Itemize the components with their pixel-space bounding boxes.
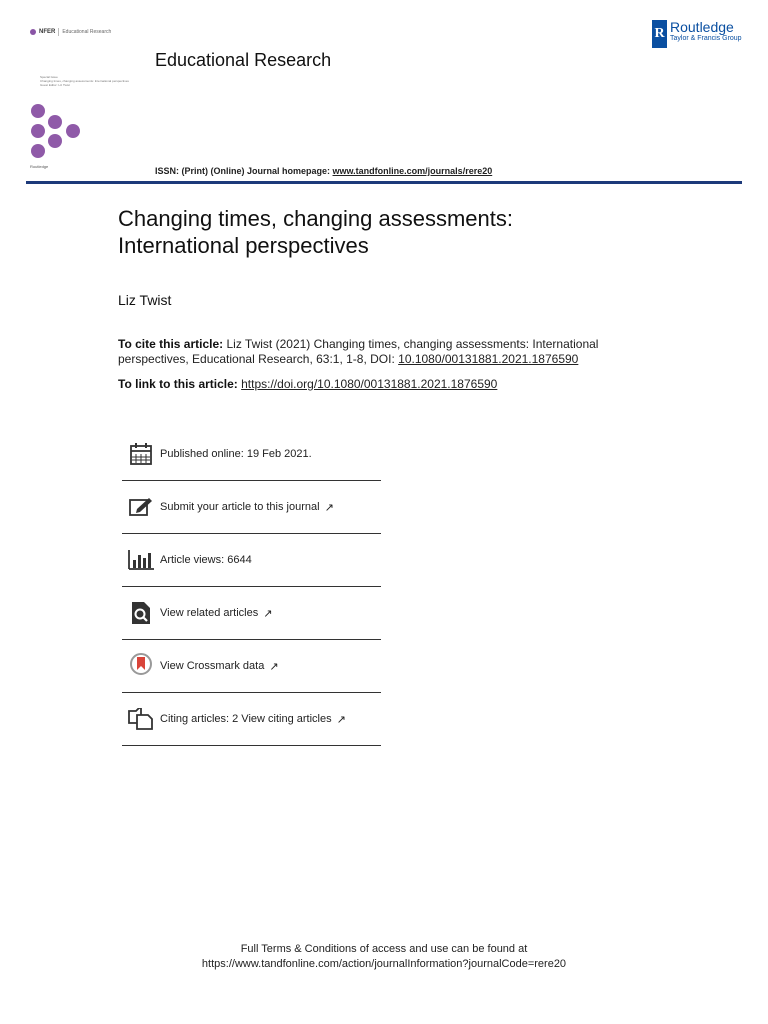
calendar-icon <box>126 441 156 467</box>
related-articles-link[interactable]: View related articles <box>160 607 259 619</box>
external-link-icon: ↗ <box>263 607 273 620</box>
cover-dot <box>48 115 62 129</box>
cover-dot <box>31 104 45 118</box>
citing-articles-row[interactable] <box>122 693 381 746</box>
article-views-row <box>122 534 381 587</box>
header-divider <box>26 181 742 184</box>
crossmark-link[interactable]: View Crossmark data <box>160 660 265 672</box>
citation-block <box>118 337 638 367</box>
link-label: To link to this article: <box>118 377 242 391</box>
cover-dot <box>66 124 80 138</box>
related-articles-row[interactable] <box>122 587 381 640</box>
external-link-icon: ↗ <box>324 501 334 514</box>
cite-label: To cite this article: <box>118 337 224 351</box>
article-link-line <box>118 377 497 391</box>
journal-title: Educational Research <box>155 50 332 70</box>
cover-logo-caption: Educational Research <box>62 28 112 35</box>
routledge-subtitle: Taylor & Francis Group <box>670 35 742 42</box>
journal-homepage-link[interactable]: www.tandfonline.com/journals/rere20 <box>332 166 493 176</box>
logo-divider <box>58 28 59 36</box>
crossmark-icon <box>126 653 156 679</box>
crossmark-row[interactable] <box>122 640 381 693</box>
citing-documents-icon <box>126 706 156 732</box>
edit-icon <box>126 494 156 520</box>
issn-line <box>155 166 492 176</box>
document-search-icon <box>126 600 156 626</box>
routledge-r-icon: R <box>652 20 667 48</box>
cover-dot <box>31 124 45 138</box>
cover-tiny-line-1: Special Issue <box>40 75 58 79</box>
bar-chart-icon <box>126 547 156 573</box>
citing-articles-link[interactable]: Citing articles: 2 View citing articles <box>160 713 332 725</box>
article-title <box>118 205 678 259</box>
article-author: Liz Twist <box>118 292 172 308</box>
published-online-text: Published online: 19 Feb 2021. <box>160 448 312 460</box>
footer-line-1: Full Terms & Conditions of access and use can be found at <box>240 943 528 955</box>
cover-tiny-line-2: Changing times, changing assessments: International perspectives <box>40 79 129 83</box>
nfer-logo-text: NFER <box>39 28 56 35</box>
cover-publisher-logo <box>30 27 140 37</box>
cite-doi-link[interactable]: 10.1080/00131881.2021.1876590 <box>398 352 579 366</box>
routledge-logo[interactable] <box>652 20 742 50</box>
external-link-icon: ↗ <box>269 660 279 673</box>
footer-terms-link[interactable]: https://www.tandfonline.com/action/journalInformation?journalCode=rere20 <box>201 958 567 970</box>
article-title-line-1: Changing times, changing assessments: <box>118 206 513 231</box>
submit-article-link[interactable]: Submit your article to this journal <box>160 501 320 513</box>
article-doi-link[interactable]: https://doi.org/10.1080/00131881.2021.1876590 <box>241 377 498 391</box>
article-views-text: Article views: 6644 <box>160 554 252 566</box>
submit-article-row[interactable] <box>122 481 381 534</box>
nfer-logo-icon <box>30 29 36 35</box>
external-link-icon: ↗ <box>336 713 346 726</box>
published-online-row <box>122 428 381 481</box>
routledge-name: Routledge <box>670 19 734 35</box>
cover-tiny-line-3: Guest Editor: Liz Twist <box>40 83 70 87</box>
cover-dot <box>48 134 62 148</box>
issn-label: ISSN: (Print) (Online) Journal homepage: <box>155 166 333 176</box>
cover-footer-logo: Routledge <box>30 164 49 169</box>
article-info-list <box>122 428 381 746</box>
terms-footer <box>0 942 768 972</box>
article-title-line-2: International perspectives <box>118 233 369 258</box>
cover-dot <box>31 144 45 158</box>
cover-tiny-text <box>40 75 130 87</box>
cite-text: Liz Twist (2021) Changing times, changing assessments: International perspectives, Educational Research, 63:1, 1-8, DOI: <box>118 337 599 366</box>
